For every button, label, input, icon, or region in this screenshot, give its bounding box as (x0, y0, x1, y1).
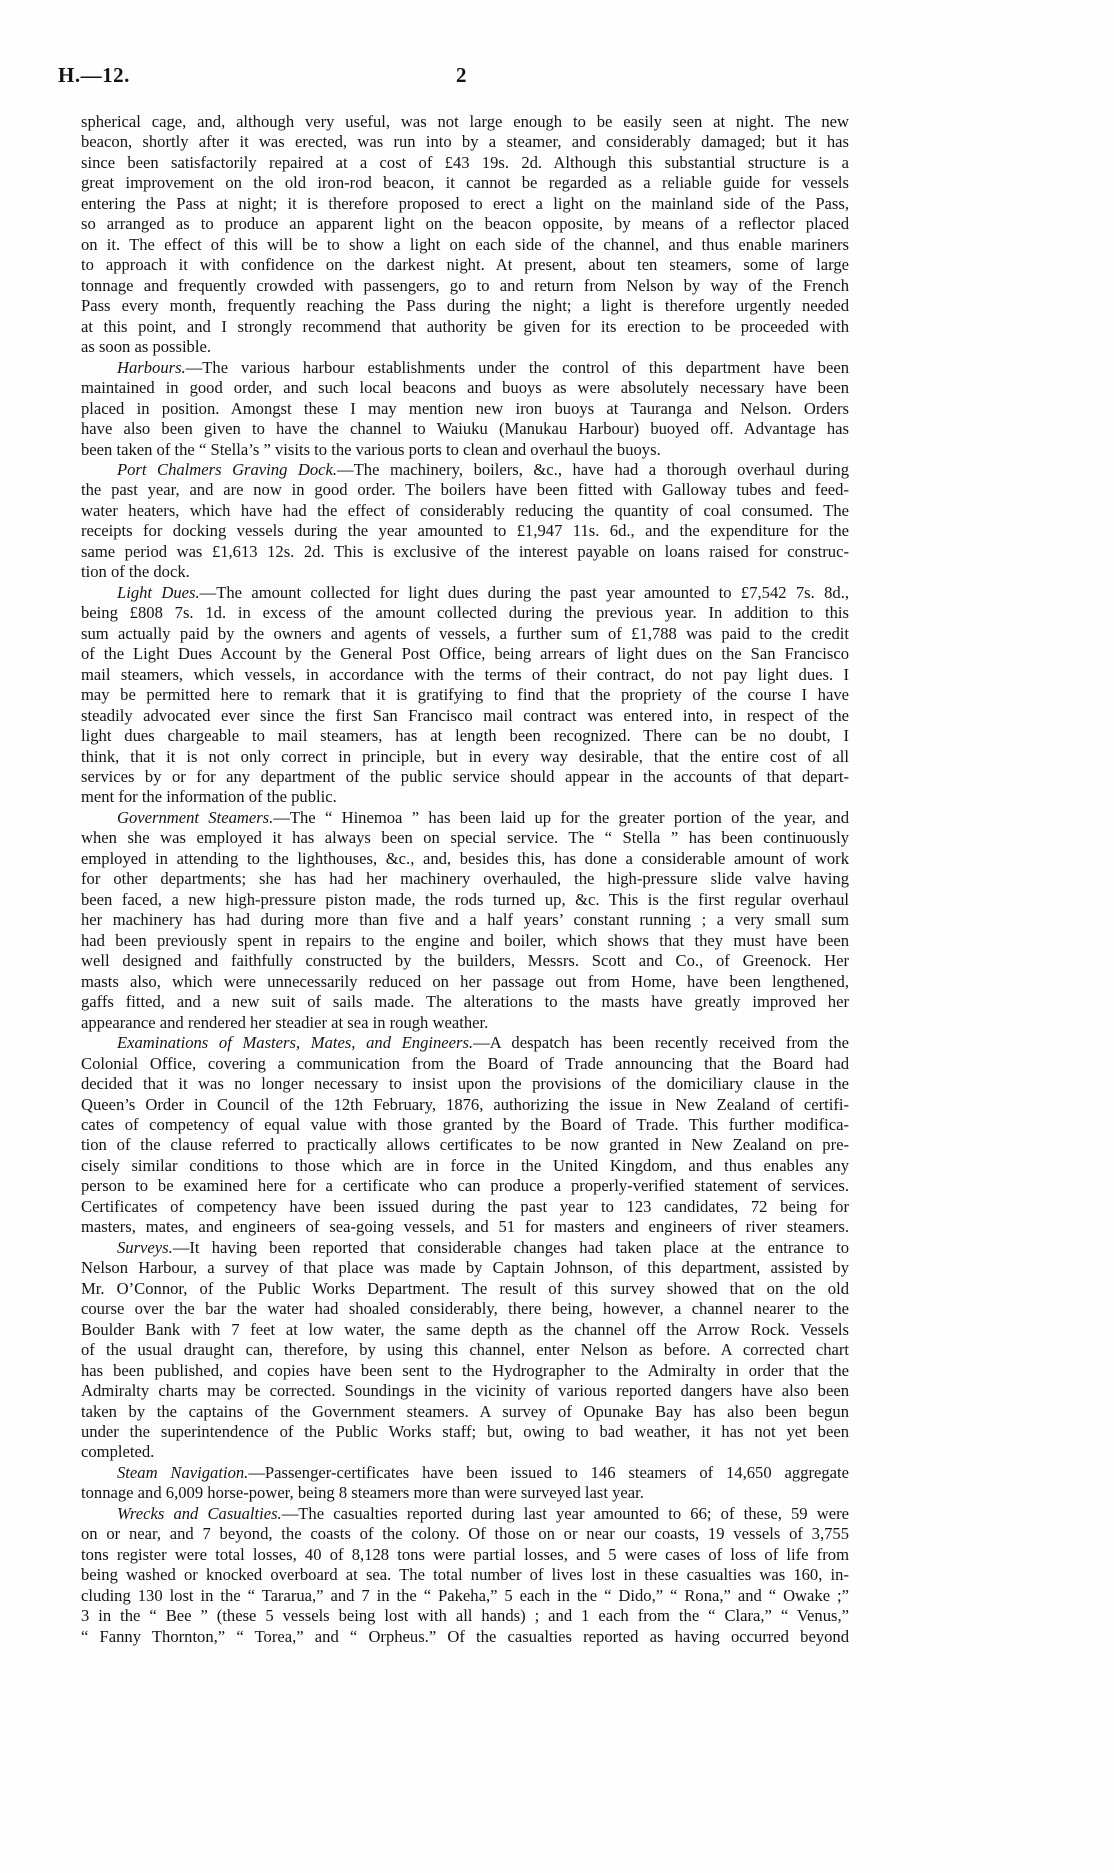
text-line: been taken of the “ Stella’s ” visits to the various ports to clean and overhaul the buoys. (81, 439, 661, 459)
text-line: of the Light Dues Account by the General Post Office, being arrears of light dues on the San Francisco (81, 644, 849, 664)
text-line: sum actually paid by the owners and agents of vessels, a further sum of £1,788 was paid to the credit (81, 623, 849, 643)
text-line: Boulder Bank with 7 feet at low water, the same depth as the channel off the Arrow Rock. Vessels (81, 1319, 849, 1339)
paragraph-steam-navigation (81, 1463, 849, 1504)
text-line: think, that it is not only correct in principle, but in every way desirable, that the entire cost of all (81, 746, 849, 766)
page-number: 2 (456, 63, 467, 87)
text-line: water heaters, which have had the effect of considerably reducing the quantity of coal consumed. The (81, 500, 849, 520)
text-line: tons register were total losses, 40 of 8,128 tons were partial losses, and 5 were cases of loss of life from (81, 1544, 849, 1564)
section-heading: Surveys. (117, 1237, 173, 1257)
text-line (81, 1238, 849, 1258)
document-code: H.—12. (58, 63, 130, 87)
text-line: taken by the captains of the Government steamers. A survey of Opunake Bay has also been begun (81, 1401, 849, 1421)
body-text (81, 112, 849, 1647)
line-text: —A despatch has been recently received from the (473, 1033, 849, 1053)
line-text: —Passenger-certificates have been issued to 146 steamers of 14,650 aggregate (248, 1462, 849, 1482)
text-line (81, 808, 849, 828)
text-line: tion of the dock. (81, 562, 190, 582)
text-line: her machinery has had during more than five and a half years’ constant running ; a very small sum (81, 910, 849, 930)
text-line: course over the bar the water had shoaled considerably, there being, however, a channel nearer to the (81, 1299, 849, 1319)
text-line (81, 583, 849, 603)
paragraph-examinations (81, 1033, 849, 1238)
section-heading: Harbours. (117, 357, 186, 377)
text-line: services by or for any department of the public service should appear in the accounts of that depart- (81, 767, 849, 786)
text-line: 3 in the “ Bee ” (these 5 vessels being lost with all hands) ; and 1 each from the “ Clara,” “ Venus,” (81, 1606, 849, 1626)
text-line (81, 1504, 849, 1524)
text-line: Colonial Office, covering a communication from the Board of Trade announcing that the Board had (81, 1053, 849, 1073)
text-line (81, 358, 849, 378)
text-line: on it. The effect of this will be to show a light on each side of the channel, and thus enable mariners (81, 234, 849, 254)
text-line: on or near, and 7 beyond, the coasts of the colony. Of those on or near our coasts, 19 vessels of 3,755 (81, 1524, 849, 1544)
text-line: being washed or knocked overboard at sea. The total number of lives lost in these casualties was 160, in- (81, 1565, 849, 1585)
text-line: the past year, and are now in good order. The boilers have been fitted with Galloway tubes and feed- (81, 480, 849, 500)
line-text: —The “ Hinemoa ” has been laid up for the greater portion of the year, and (273, 807, 849, 827)
text-line: had been previously spent in repairs to the engine and boiler, which shows that they must have been (81, 930, 849, 950)
paragraph-wrecks-casualties (81, 1504, 849, 1647)
text-line: Certificates of competency have been issued during the past year to 123 candidates, 72 being for (81, 1196, 849, 1216)
text-line (81, 460, 849, 480)
text-line: under the superintendence of the Public Works staff; but, owing to bad weather, it has not yet been (81, 1422, 849, 1441)
text-line: so arranged as to produce an apparent light on the beacon opposite, by means of a reflector placed (81, 214, 849, 234)
text-line: spherical cage, and, although very useful, was not large enough to be easily seen at night. The new (81, 112, 849, 131)
text-line: of the usual draught can, therefore, by using this channel, enter Nelson as before. A corrected chart (81, 1340, 849, 1360)
text-line: steadily advocated ever since the first San Francisco mail contract was entered into, in respect of the (81, 705, 849, 725)
text-line: may be permitted here to remark that it is gratifying to find that the propriety of the course I have (81, 685, 849, 705)
section-heading: Wrecks and Casualties. (117, 1503, 282, 1523)
text-line: mail steamers, which vessels, in accordance with the terms of their contract, do not pay light dues. I (81, 664, 849, 684)
text-line: Mr. O’Connor, of the Public Works Department. The result of this survey showed that on the old (81, 1278, 849, 1298)
text-line: Queen’s Order in Council of the 12th February, 1876, authorizing the issue in New Zealand of certifi- (81, 1094, 849, 1114)
text-line: receipts for docking vessels during the year amounted to £1,947 11s. 6d., and the expenditure for the (81, 521, 849, 541)
text-line: has been published, and copies have been sent to the Hydrographer to the Admiralty in order that the (81, 1360, 849, 1380)
paragraph-graving-dock (81, 460, 849, 583)
paragraph-surveys (81, 1238, 849, 1463)
text-line: cates of competency of equal value with those granted by the Board of Trade. This further modifica- (81, 1114, 849, 1134)
text-line: well designed and faithfully constructed by the builders, Messrs. Scott and Co., of Greenock. Her (81, 951, 849, 971)
line-text: —It having been reported that considerable changes had taken place at the entrance to (172, 1237, 849, 1257)
text-line: entering the Pass at night; it is therefore proposed to erect a light on the mainland side of the Pass, (81, 193, 849, 213)
text-line: person to be examined here for a certificate who can produce a properly-verified statement of services. (81, 1176, 849, 1196)
text-line: masts also, which were unnecessarily reduced on her passage out from Home, have been lengthened, (81, 971, 849, 991)
text-line: since been satisfactorily repaired at a cost of £43 19s. 2d. Although this substantial structure is a (81, 152, 849, 172)
paragraph-harbours (81, 358, 849, 460)
text-line: light dues chargeable to mail steamers, has at length been recognized. There can be no doubt, I (81, 726, 849, 746)
section-heading: Port Chalmers Graving Dock. (117, 459, 338, 479)
paragraph-light-dues (81, 583, 849, 808)
paragraph-government-steamers (81, 808, 849, 1033)
text-line (81, 1033, 849, 1053)
text-line: to approach it with confidence on the darkest night. At present, about ten steamers, some of large (81, 255, 849, 275)
text-line: as soon as possible. (81, 337, 211, 357)
text-line: cisely similar conditions to those which are in force in the United Kingdom, and thus enables any (81, 1155, 849, 1175)
line-text: —The amount collected for light dues during the past year amounted to £7,542 7s. 8d., (199, 582, 849, 602)
text-line: tonnage and 6,009 horse-power, being 8 steamers more than were surveyed last year. (81, 1483, 644, 1503)
text-line (81, 1463, 849, 1483)
text-line: decided that it was no longer necessary to insist upon the provisions of the domiciliary clause in the (81, 1074, 849, 1094)
text-line: placed in position. Amongst these I may mention new iron buoys at Tauranga and Nelson. Orders (81, 398, 849, 418)
section-heading: Steam Navigation. (117, 1462, 249, 1482)
text-line: tion of the clause referred to practically allows certificates to be now granted in New Zealand on pre- (81, 1135, 849, 1155)
line-text: —The machinery, boilers, &c., have had a thorough overhaul during (337, 459, 849, 479)
section-heading: Examinations of Masters, Mates, and Engineers. (117, 1033, 474, 1053)
text-line: beacon, shortly after it was erected, was run into by a steamer, and considerably damaged; but it has (81, 132, 849, 152)
text-line: at this point, and I strongly recommend that authority be given for its erection to be proceeded with (81, 316, 849, 336)
text-line: have also been given to have the channel to Waiuku (Manukau Harbour) buoyed off. Advantage has (81, 419, 849, 439)
text-line: masters, mates, and engineers of sea-going vessels, and 51 for masters and engineers of river steamers. (81, 1217, 849, 1237)
text-line: cluding 130 lost in the “ Tararua,” and 7 in the “ Pakeha,” 5 each in the “ Dido,” “ Rona,” and “ Owake ;” (81, 1585, 849, 1605)
line-text: —The casualties reported during last year amounted to 66; of these, 59 were (281, 1503, 849, 1523)
text-line: appearance and rendered her steadier at sea in rough weather. (81, 1012, 489, 1032)
text-line: gaffs fitted, and a new suit of sails made. The alterations to the masts have greatly improved her (81, 992, 849, 1012)
section-heading: Light Dues. (117, 582, 200, 602)
text-line: tonnage and frequently crowded with passengers, go to and return from Nelson by way of the French (81, 275, 849, 295)
text-line: when she was employed it has always been on special service. The “ Stella ” has been continuously (81, 828, 849, 848)
text-line: Pass every month, frequently reaching the Pass during the night; a light is therefore urgently needed (81, 296, 849, 316)
text-line: ment for the information of the public. (81, 787, 337, 807)
paragraph-french-pass-beacon (81, 112, 849, 358)
text-line: completed. (81, 1442, 155, 1462)
text-line: Admiralty charts may be corrected. Soundings in the vicinity of various reported dangers have also been (81, 1381, 849, 1401)
text-line: Nelson Harbour, a survey of that place was made by Captain Johnson, of this department, assisted by (81, 1258, 849, 1278)
text-line: for other departments; she has had her machinery overhauled, the high-pressure slide valve having (81, 869, 849, 889)
text-line: maintained in good order, and such local beacons and buoys as were absolutely necessary have been (81, 378, 849, 398)
text-line: great improvement on the old iron-rod beacon, it cannot be regarded as a reliable guide for vessels (81, 173, 849, 193)
line-text: —The various harbour establishments under the control of this department have been (185, 357, 849, 377)
text-line: same period was £1,613 12s. 2d. This is exclusive of the interest payable on loans raised for construc- (81, 541, 849, 561)
text-line: employed in attending to the lighthouses, &c., and, besides this, has done a considerable amount of work (81, 848, 849, 868)
text-line: been faced, a new high-pressure piston made, the rods turned up, &c. This is the first regular overhaul (81, 889, 849, 909)
text-line: “ Fanny Thornton,” “ Torea,” and “ Orpheus.” Of the casualties reported as having occurred beyond (81, 1626, 849, 1646)
section-heading: Government Steamers. (117, 807, 274, 827)
text-line: being £808 7s. 1d. in excess of the amount collected during the previous year. In addition to this (81, 603, 849, 623)
